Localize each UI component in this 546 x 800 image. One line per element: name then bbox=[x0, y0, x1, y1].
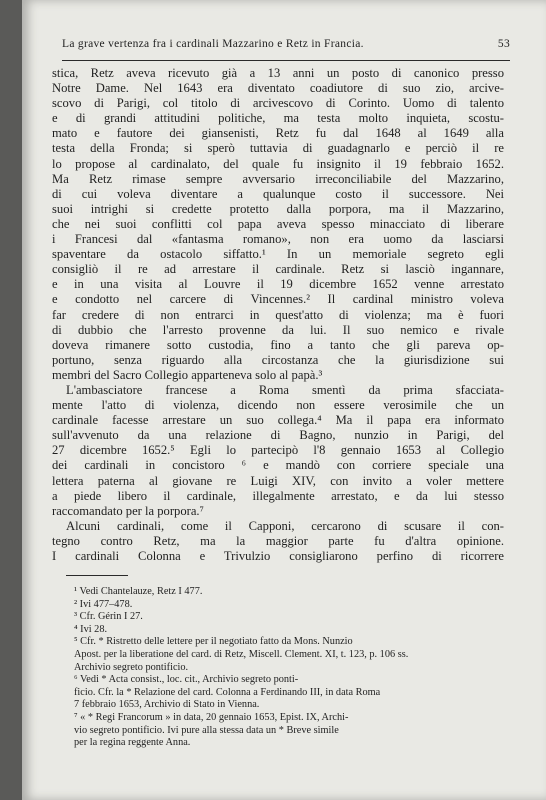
body-text bbox=[52, 66, 504, 564]
footnotes bbox=[74, 586, 506, 750]
book-page bbox=[22, 0, 546, 800]
footnote-line: Archivio segreto pontificio. bbox=[74, 661, 189, 673]
body-line: Ma Retz rimase sempre avversario irreconciliabile del Mazzarino, bbox=[52, 171, 504, 186]
body-line: spaventare da ostacolo siffatto.¹ In un memoriale segreto egli bbox=[52, 247, 504, 262]
body-line: scovo di Parigi, col titolo di arcivescovo di Corinto. Uomo di talento bbox=[52, 96, 504, 111]
body-line: che nei suoi conflitti col papa aveva spesso minacciato di liberare bbox=[52, 216, 504, 231]
footnote-line: ⁵ Cfr. * Ristretto delle lettere per il negotiato fatto da Mons. Nunzio bbox=[74, 636, 353, 648]
body-line: sull'avvenuto da una relazione di Bagno, nunzio in Parigi, del bbox=[52, 428, 504, 443]
body-line: di cui voleva diventare a qualunque costo il successore. Nei bbox=[52, 186, 504, 201]
footnote-line: ficio. Cfr. la * Relazione del card. Colonna a Ferdinando III, in data Roma bbox=[74, 686, 381, 698]
body-line: stica, Retz aveva ricevuto già a 13 anni un posto di canonico presso bbox=[52, 66, 504, 80]
body-line: raccomandato per la porpora.⁷ bbox=[52, 503, 204, 518]
footnote-line: per la regina reggente Anna. bbox=[74, 737, 191, 749]
body-line: e in una visita al Louvre il 19 dicembre 1652 venne arrestato bbox=[52, 277, 504, 292]
footnote-line: ⁴ Ivi 28. bbox=[74, 623, 108, 635]
footnote-rule bbox=[66, 575, 128, 576]
body-line: membri del Sacro Collegio apparteneva solo al papà.³ bbox=[52, 367, 323, 382]
body-line: far credere di non entrarci in quest'atto di violenza; ma è fuori bbox=[52, 307, 504, 322]
footnote-line: vio segreto pontificio. Ivi pure alla stessa data un * Breve simile bbox=[74, 724, 339, 736]
body-line: L'ambasciatore francese a Roma smentì da prima sfacciata- bbox=[66, 382, 504, 397]
body-line: a piede libero il cardinale, illegalmente arrestato, e da lui stesso bbox=[52, 488, 504, 503]
body-line: I cardinali Colonna e Trivulzio consigliarono perfino di ricorrere bbox=[52, 549, 504, 563]
page-number: 53 bbox=[497, 38, 510, 50]
body-line: mente l'atto di violenza, dicendo non essere verosimile che un bbox=[52, 398, 504, 413]
body-line: doveva rimanere sotto custodia, fino a tanto che gli pareva op- bbox=[52, 337, 504, 352]
footnote-line: 7 febbraio 1653, Archivio di Stato in Vienna. bbox=[74, 699, 260, 711]
footnote-line: ¹ Vedi Chantelauze, Retz I 477. bbox=[74, 586, 203, 597]
footnote-line: ² Ivi 477–478. bbox=[74, 598, 133, 610]
body-line: dei cardinali in concistoro ⁶ e mandò con corriere speciale una bbox=[52, 458, 504, 473]
running-head bbox=[62, 38, 510, 50]
body-line: di dubbio che l'arresto provenne da lui. Il suo nemico e rivale bbox=[52, 322, 504, 337]
body-line: i Francesi dal «fantasma romano», non era uomo da lasciarsi bbox=[52, 232, 504, 247]
body-line: e di grandi attitudini politiche, ma testa molto inquieta, scostu- bbox=[52, 111, 504, 126]
body-line: tegno contro Retz, ma la maggior parte fu d'altra opinione. bbox=[52, 533, 504, 548]
body-line: mato e fautore dei giansenisti, Retz fu dal 1648 al 1649 alla bbox=[52, 126, 504, 141]
footnote-line: ⁶ Vedi * Acta consist., loc. cit., Archivio segreto ponti- bbox=[74, 674, 299, 686]
body-line: portuno, senza riguardo alla circostanza che la giurisdizione sui bbox=[52, 352, 504, 367]
body-line: testa della Fronda; si sperò tuttavia di guadagnarlo e perciò il re bbox=[52, 141, 504, 156]
body-line: suoi intrighi si credette protetto dalla porpora, ma il Mazzarino, bbox=[52, 201, 504, 216]
footnote-line: ³ Cfr. Gérin I 27. bbox=[74, 611, 143, 623]
body-line: cardinale facesse arrestare un suo collega.⁴ Ma il papa era informato bbox=[52, 413, 504, 428]
header-rule bbox=[62, 60, 510, 61]
body-line: lettera paterna al giovane re Luigi XIV, con invito a voler mettere bbox=[52, 473, 504, 488]
body-line: lo propose al cardinalato, del quale fu insignito il 19 febbraio 1652. bbox=[52, 156, 504, 171]
body-line: 27 dicembre 1652.⁵ Egli lo partecipò l'8 gennaio 1653 al Collegio bbox=[52, 443, 504, 458]
body-line: Notre Dame. Nel 1643 era diventato coadiutore di suo zio, arcive- bbox=[52, 81, 504, 96]
body-line: consigliò il re ad arrestare il cardinale. Retz si lasciò ingannare, bbox=[52, 262, 504, 277]
body-line: e condotto nel carcere di Vincennes.² Il cardinal ministro voleva bbox=[52, 292, 504, 307]
footnote-line: Apost. per la liberatione del card. di Retz, Miscell. Clement. XI, t. 123, p. 106 ss. bbox=[74, 648, 409, 660]
running-title: La grave vertenza fra i cardinali Mazzarino e Retz in Francia. bbox=[62, 38, 364, 50]
footnote-line: ⁷ « * Regi Francorum » in data, 20 gennaio 1653, Epist. IX, Archi- bbox=[74, 711, 349, 723]
body-line: Alcuni cardinali, come il Capponi, cercarono di scusare il con- bbox=[66, 518, 504, 533]
